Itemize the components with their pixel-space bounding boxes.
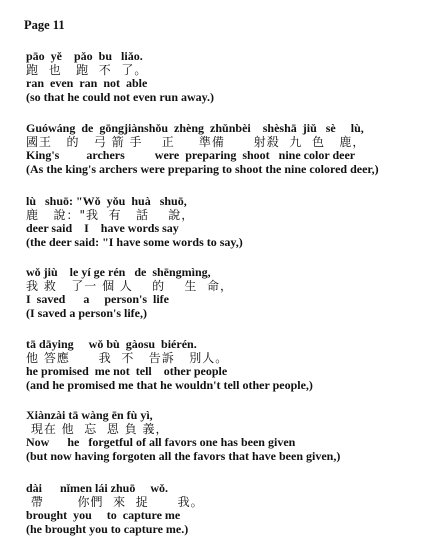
chinese-line: 跑 也 跑 不 了。 bbox=[26, 62, 148, 77]
word-gloss-line: he promised me not tell other people bbox=[26, 364, 228, 379]
translation-line: (so that he could not even run away.) bbox=[26, 89, 215, 104]
pinyin-line: Xiànzài tā wàng ēn fù yì, bbox=[26, 408, 153, 422]
pinyin-line: Guówáng de gōngjiànshǒu zhèng zhǔnbèi shèshā jiǔ sè lù, bbox=[26, 121, 364, 135]
passage-block bbox=[26, 266, 418, 320]
chinese-line: 國王 的 弓 箭 手 正 準備 射殺 九 色 鹿， bbox=[26, 134, 366, 149]
word-gloss-line: I saved a person's life bbox=[26, 292, 170, 307]
chinese-line: 鹿 說："我 有 話 說， bbox=[26, 207, 195, 222]
pinyin-line: pāo yě pǎo bu liǎo. bbox=[26, 49, 143, 63]
pinyin-line: lù shuō: "Wǒ yǒu huà shuō, bbox=[26, 194, 187, 208]
pinyin-line: wǒ jiù le yí ge rén de shēngmìng, bbox=[26, 265, 211, 279]
passage-block bbox=[26, 482, 418, 536]
pinyin-line: dài nǐmen lái zhuō wǒ. bbox=[26, 481, 169, 495]
page-number: Page 11 bbox=[24, 18, 65, 32]
chinese-line: 現在 他 忘 恩 負 義， bbox=[26, 421, 169, 436]
word-gloss-line: King's archers were preparing shoot nine color deer bbox=[26, 148, 356, 163]
translation-line: (but now having forgoten all the favors that have been given,) bbox=[26, 448, 341, 463]
passage-block bbox=[26, 122, 418, 176]
chinese-line: 他 答應 我 不 告訴 別人。 bbox=[26, 350, 229, 365]
chinese-line: 我 救 了一 個 人 的 生 命， bbox=[26, 278, 234, 293]
word-gloss-line: brought you to capture me bbox=[26, 508, 181, 523]
pinyin-line: tā dāying wǒ bù gàosu biérén. bbox=[26, 337, 197, 351]
translation-line: (I saved a person's life,) bbox=[26, 305, 147, 320]
passage-block bbox=[26, 50, 418, 104]
word-gloss-line: ran even ran not able bbox=[26, 76, 148, 91]
passage-block bbox=[26, 195, 418, 249]
passage-block bbox=[26, 338, 418, 392]
word-gloss-line: deer said I have words say bbox=[26, 221, 179, 236]
translation-line: (the deer said: "I have some words to say,) bbox=[26, 234, 243, 249]
word-gloss-line: Now he forgetful of all favors one has been given bbox=[26, 435, 296, 450]
chinese-line: 帶 你們 來 捉 我。 bbox=[26, 494, 204, 509]
translation-line: (and he promised me that he wouldn't tell other people,) bbox=[26, 377, 313, 392]
translation-line: (As the king's archers were preparing to shoot the nine colored deer,) bbox=[26, 161, 379, 176]
translation-line: (he brought you to capture me.) bbox=[26, 521, 189, 536]
passage-block bbox=[26, 409, 418, 463]
